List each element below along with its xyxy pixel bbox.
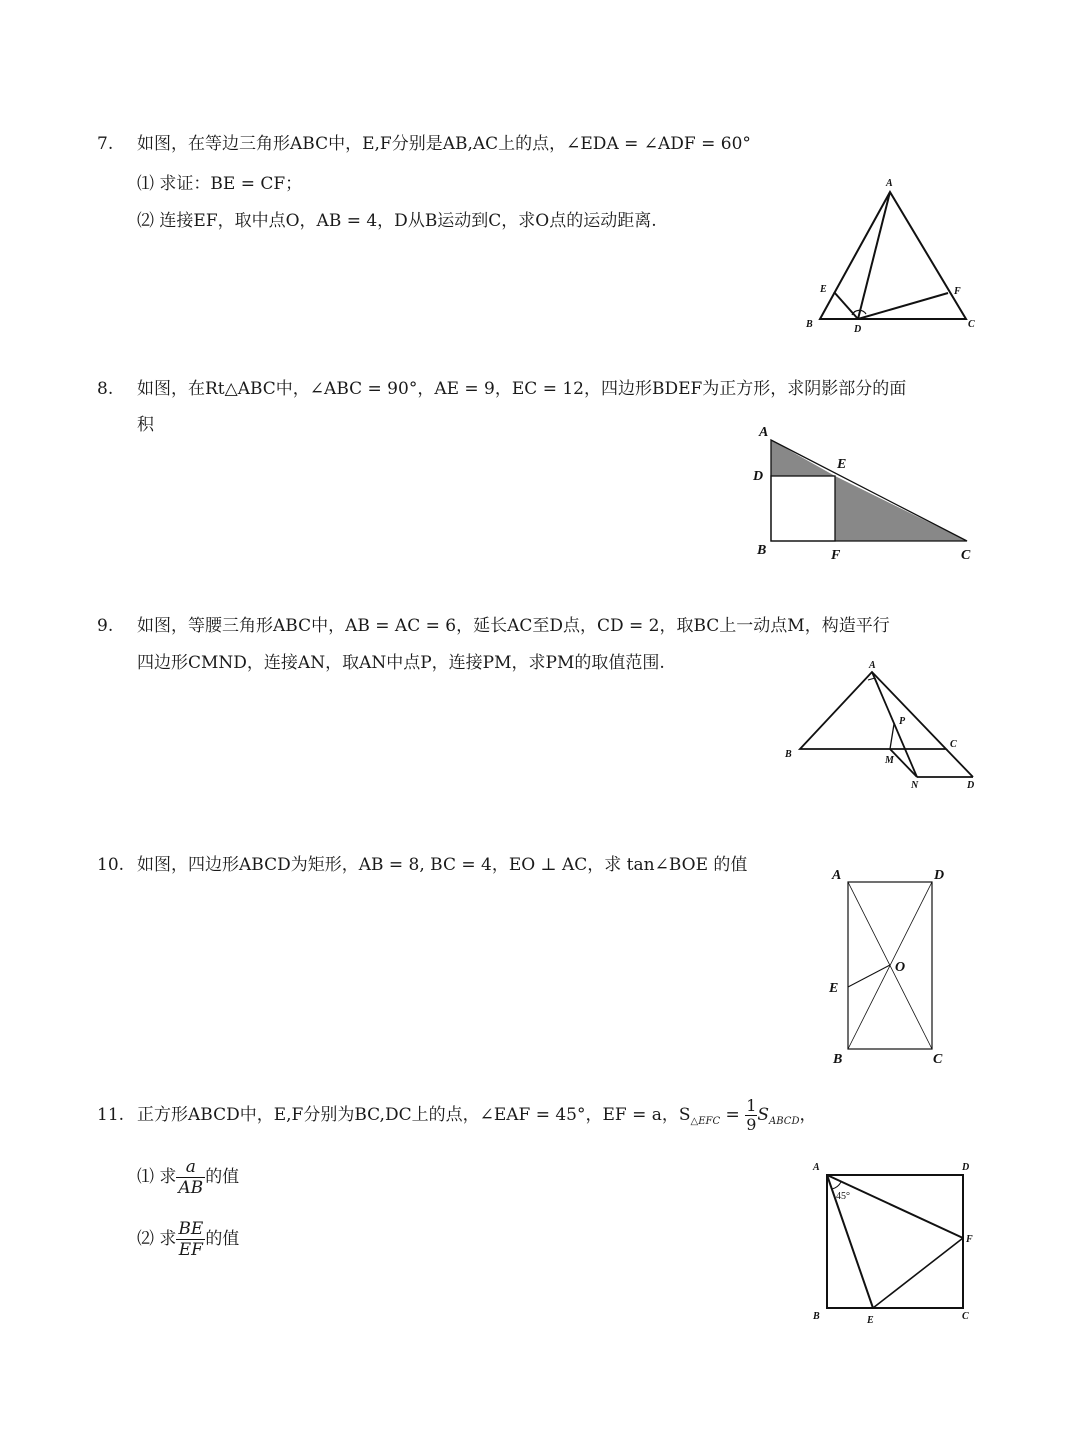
p9-label-D: D — [967, 780, 975, 791]
p9-label-N: N — [911, 780, 919, 791]
problem-11-part1 — [137, 1155, 239, 1199]
problem-9-number: 9. — [97, 616, 114, 636]
problem-10-number: 10. — [97, 855, 125, 875]
p10-label-O: O — [895, 960, 906, 975]
p9-label-M: M — [885, 755, 894, 766]
p8-label-D: D — [753, 469, 764, 484]
p11-frac-den: 9 — [746, 1115, 757, 1134]
p10-label-C: C — [933, 1052, 943, 1067]
p11-s-sub2: ABCD — [769, 1116, 800, 1127]
p11-part1-post: 的值 — [205, 1167, 240, 1187]
p11-frac-num: 1 — [746, 1096, 757, 1115]
p11-s-sub1: △EFC — [690, 1116, 721, 1127]
p10-label-B: B — [833, 1052, 843, 1067]
problem-11-part2 — [137, 1217, 239, 1261]
p8-label-A: A — [759, 425, 769, 440]
p11-fraction — [745, 1097, 757, 1134]
problem-7-number: 7. — [97, 134, 114, 154]
problem-11-figure — [805, 1155, 985, 1335]
p11-label-B: B — [813, 1311, 820, 1322]
p9-label-C: C — [950, 739, 957, 750]
p7-label-C: C — [968, 319, 975, 330]
p8-label-B: B — [757, 543, 767, 558]
p11-part2-fraction — [176, 1219, 205, 1260]
p9-label-B: B — [785, 749, 792, 760]
p11-part2-post: 的值 — [205, 1229, 240, 1249]
p11-s-eq: = — [720, 1105, 746, 1125]
p11-label-D: D — [962, 1162, 970, 1173]
problem-10-stem: 如图，四边形ABCD为矩形，AB = 8, BC = 4，EO ⊥ AC，求 tan∠BOE 的值 — [137, 855, 748, 875]
p9-label-A: A — [869, 660, 876, 671]
p7-label-F: F — [954, 286, 961, 297]
problem-8-figure — [745, 418, 985, 568]
p11-part1-num: a — [176, 1157, 205, 1178]
problem-7-stem: 如图，在等边三角形ABC中，E,F分别是AB,AC上的点，∠EDA = ∠ADF = 60° — [137, 134, 751, 154]
p10-label-A: A — [832, 868, 842, 883]
p11-label-A: A — [813, 1162, 820, 1173]
problem-7-part1: ⑴ 求证：BE = CF； — [137, 174, 303, 194]
problem-8-stem-line2: 积 — [137, 415, 154, 435]
p11-label-C: C — [962, 1311, 969, 1322]
p7-label-E: E — [820, 284, 827, 295]
p11-s2: S — [757, 1105, 770, 1125]
p8-label-C: C — [961, 548, 971, 563]
p11-label-F: F — [966, 1234, 973, 1245]
p7-label-A: A — [886, 178, 893, 189]
problem-11-number: 11. — [97, 1105, 125, 1125]
p11-label-E: E — [867, 1315, 874, 1326]
problem-7-figure — [800, 170, 990, 340]
p7-label-D: D — [854, 324, 862, 335]
p8-label-F: F — [831, 548, 841, 563]
problem-7-part2: ⑵ 连接EF，取中点O，AB = 4，D从B运动到C，求O点的运动距离. — [137, 211, 657, 231]
problem-9-stem-line1: 如图，等腰三角形ABC中，AB = AC = 6，延长AC至D点，CD = 2，取BC上一动点M，构造平行 — [137, 616, 890, 636]
problem-10-figure — [820, 860, 960, 1070]
p11-angle-label: 45° — [836, 1191, 850, 1202]
p11-part2-den: EF — [178, 1240, 203, 1260]
p11-part1-fraction — [176, 1157, 205, 1198]
p9-label-P: P — [899, 716, 906, 727]
p11-part2-pre: ⑵ 求 — [137, 1229, 177, 1249]
p11-part2-num: BE — [178, 1219, 204, 1239]
problem-8-number: 8. — [97, 379, 114, 399]
problem-9-stem-line2: 四边形CMND，连接AN，取AN中点P，连接PM，求PM的取值范围. — [137, 653, 665, 673]
problem-11-stem — [137, 1090, 816, 1147]
p10-label-E: E — [829, 981, 839, 996]
p11-stem-end: ， — [799, 1105, 817, 1125]
problem-8-stem-line1: 如图，在Rt△ABC中，∠ABC = 90°，AE = 9，EC = 12，四边形BDEF为正方形，求阴影部分的面 — [137, 379, 907, 399]
p10-label-D: D — [934, 868, 945, 883]
p8-label-E: E — [837, 457, 847, 472]
p11-part1-den: AB — [178, 1178, 204, 1198]
problem-9-figure — [780, 654, 985, 794]
p11-part1-pre: ⑴ 求 — [137, 1167, 177, 1187]
p11-stem-pre: 正方形ABCD中，E,F分别为BC,DC上的点，∠EAF = 45°，EF = a，S — [137, 1105, 691, 1125]
p7-label-B: B — [806, 319, 813, 330]
